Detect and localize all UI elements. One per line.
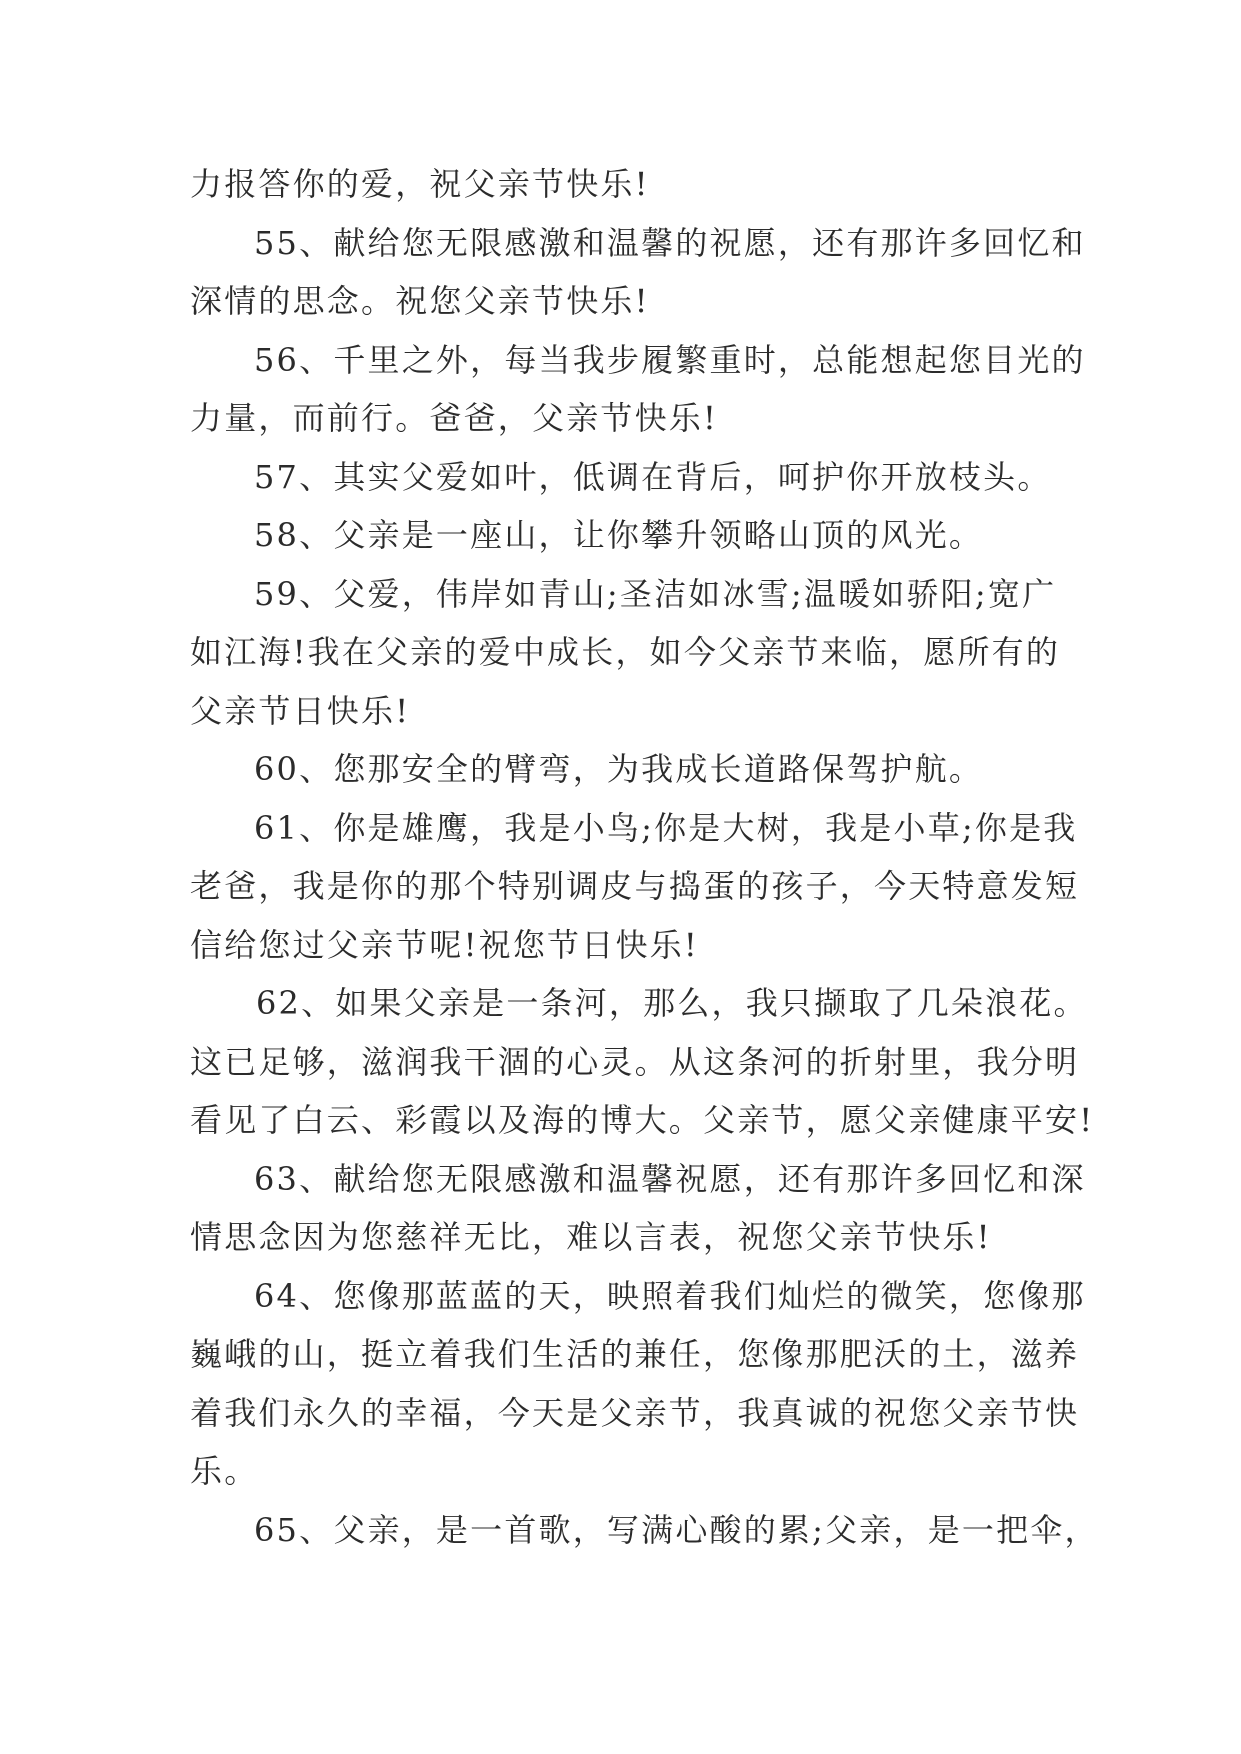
text-line: 56、千里之外，每当我步履繁重时，总能想起您目光的 [254,340,1086,379]
document-body [190,155,1099,1559]
text-line: 60、您那安全的臂弯，为我成长道路保驾护航。 [254,750,984,788]
text-line: 62、如果父亲是一条河，那么，我只撷取了几朵浪花。 [256,984,1088,1022]
text-line: 64、您像那蓝蓝的天，映照着我们灿烂的微笑，您像那 [254,1276,1086,1315]
text-line: 57、其实父爱如叶，低调在背后，呵护你开放枝头。 [254,457,1052,496]
text-line: 61、你是雄鹰，我是小鸟;你是大树，我是小草;你是我 [254,808,1078,847]
text-line: 这已足够，滋润我干涸的心灵。从这条河的折射里，我分明 [190,1042,1080,1081]
text-line: 58、父亲是一座山，让你攀升领略山顶的风光。 [254,516,984,554]
text-line: 着我们永久的幸福，今天是父亲节，我真诚的祝您父亲节快 [190,1393,1080,1432]
text-line: 55、献给您无限感激和温馨的祝愿，还有那许多回忆和 [254,223,1086,262]
text-line: 力报答你的爱，祝父亲节快乐! [190,165,650,203]
text-line: 乐。 [190,1452,259,1490]
text-line: 深情的思念。祝您父亲节快乐! [190,282,650,320]
text-line: 巍峨的山，挺立着我们生活的兼任，您像那肥沃的土，滋养 [190,1335,1080,1373]
text-line: 力量，而前行。爸爸，父亲节快乐! [190,399,719,437]
text-line: 情思念因为您慈祥无比，难以言表，祝您父亲节快乐! [190,1218,992,1256]
text-line: 父亲节日快乐! [190,691,411,730]
text-line: 看见了白云、彩霞以及海的博大。父亲节，愿父亲健康平安! [190,1101,1095,1139]
text-line: 如江海!我在父亲的爱中成长，如今父亲节来临，愿所有的 [190,633,1061,671]
text-line: 65、父亲，是一首歌，写满心酸的累;父亲，是一把伞， [254,1510,1099,1549]
text-line: 63、献给您无限感激和温馨祝愿，还有那许多回忆和深 [254,1159,1086,1198]
text-line: 59、父爱，伟岸如青山;圣洁如冰雪;温暖如骄阳;宽广 [254,574,1057,613]
text-line: 老爸，我是你的那个特别调皮与捣蛋的孩子，今天特意发短 [190,867,1080,905]
text-line: 信给您过父亲节呢!祝您节日快乐! [190,925,699,964]
